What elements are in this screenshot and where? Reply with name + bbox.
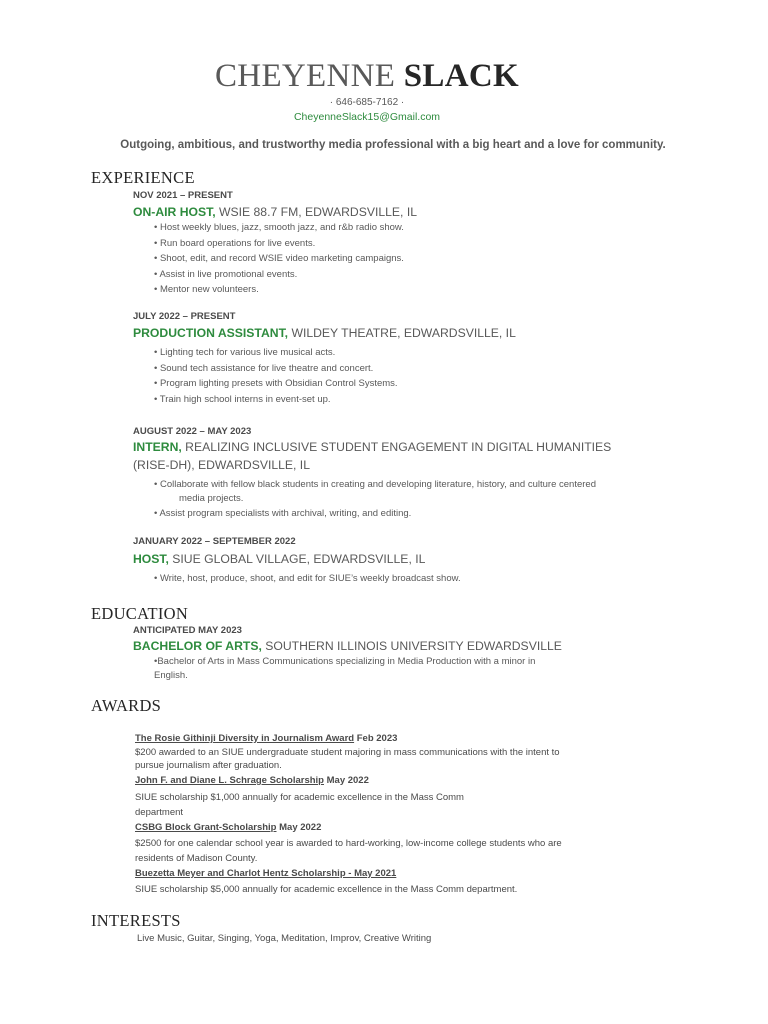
job-3-dates: AUGUST 2022 – MAY 2023 (133, 426, 252, 437)
experience-heading: EXPERIENCE (91, 168, 195, 187)
award-3-date: May 2022 (276, 822, 322, 833)
award-2-date: May 2022 (323, 775, 369, 786)
award-1-name: The Rosie Githinji Diversity in Journalism Award (135, 733, 355, 744)
job-3-org-continued: (RISE-DH), EDWARDSVILLE, IL (133, 458, 310, 472)
award-3-desc: residents of Madison County. (135, 853, 258, 864)
job-2-bullet: • Sound tech assistance for live theatre and concert. (154, 363, 374, 374)
job-3-title (133, 440, 611, 454)
education-school: SOUTHERN ILLINOIS UNIVERSITY EDWARDSVILLE (261, 639, 562, 653)
award-2-desc: SIUE scholarship $1,000 annually for academic excellence in the Mass Comm (135, 792, 464, 803)
job-3-role: INTERN, (133, 440, 182, 454)
job-1-bullet: • Mentor new volunteers. (154, 284, 259, 295)
first-name: CHEYENNE (215, 58, 396, 94)
job-1-bullet: • Shoot, edit, and record WSIE video marketing campaigns. (154, 253, 404, 264)
summary-statement: Outgoing, ambitious, and trustworthy media professional with a big heart and a love for community. (120, 139, 666, 151)
job-2-title (133, 326, 516, 340)
education-dates: ANTICIPATED MAY 2023 (133, 625, 242, 636)
awards-heading: AWARDS (91, 696, 162, 715)
job-1-title (133, 205, 417, 219)
award-4-title (135, 868, 396, 879)
award-1-title (135, 733, 397, 744)
job-3-org: REALIZING INCLUSIVE STUDENT ENGAGEMENT IN DIGITAL HUMANITIES (181, 440, 612, 454)
job-2-bullet: • Lighting tech for various live musical acts. (154, 347, 336, 358)
award-1-desc: $200 awarded to an SIUE undergraduate student majoring in mass communications with the intent to (135, 747, 560, 758)
email-address[interactable]: CheyenneSlack15@Gmail.com (293, 111, 441, 123)
education-detail: •Bachelor of Arts in Mass Communications specializing in Media Production with a minor in (154, 656, 536, 667)
interests-heading: INTERESTS (91, 911, 181, 930)
award-3-name: CSBG Block Grant-Scholarship (135, 822, 277, 833)
award-2-name: John F. and Diane L. Schrage Scholarship (135, 775, 324, 786)
interests-list: Live Music, Guitar, Singing, Yoga, Meditation, Improv, Creative Writing (137, 933, 432, 944)
last-name: SLACK (403, 58, 519, 94)
job-1-role: ON-AIR HOST, (133, 205, 216, 219)
job-1-bullet: • Run board operations for live events. (154, 238, 316, 249)
job-3-bullet-continued: media projects. (179, 493, 244, 504)
job-1-org: WSIE 88.7 FM, EDWARDSVILLE, IL (215, 205, 417, 219)
job-4-dates: JANUARY 2022 – SEPTEMBER 2022 (133, 536, 296, 547)
job-4-bullet: • Write, host, produce, shoot, and edit for SIUE’s weekly broadcast show. (154, 573, 461, 584)
award-4-name: Buezetta Meyer and Charlot Hentz Scholarship - May 2021 (135, 868, 397, 879)
award-3-title (135, 822, 321, 833)
award-2-desc: department (135, 807, 184, 818)
job-1-dates: NOV 2021 – PRESENT (133, 190, 233, 201)
education-degree: BACHELOR OF ARTS, (133, 639, 262, 653)
job-2-dates: JULY 2022 – PRESENT (133, 311, 236, 322)
job-1-bullet: • Host weekly blues, jazz, smooth jazz, and r&b radio show. (154, 222, 404, 233)
job-4-title (133, 552, 425, 566)
resume-name (0, 58, 734, 95)
job-3-bullet: • Collaborate with fellow black students in creating and developing literature, history, and culture centered (154, 479, 596, 490)
job-3-bullet: • Assist program specialists with archival, writing, and editing. (154, 508, 412, 519)
job-2-org: WILDEY THEATRE, EDWARDSVILLE, IL (288, 326, 516, 340)
job-2-role: PRODUCTION ASSISTANT, (133, 326, 289, 340)
job-4-org: SIUE GLOBAL VILLAGE, EDWARDSVILLE, IL (168, 552, 426, 566)
award-3-desc: $2500 for one calendar school year is awarded to hard-working, low-income college students who are (135, 838, 562, 849)
award-1-date: Feb 2023 (354, 733, 398, 744)
award-4-desc: SIUE scholarship $5,000 annually for academic excellence in the Mass Comm department. (135, 884, 518, 895)
education-title (133, 639, 562, 653)
job-2-bullet: • Program lighting presets with Obsidian Control Systems. (154, 378, 398, 389)
award-1-desc: pursue journalism after graduation. (135, 760, 282, 771)
education-detail-continued: English. (154, 670, 188, 681)
job-4-role: HOST, (133, 552, 169, 566)
job-2-bullet: • Train high school interns in event-set up. (154, 394, 331, 405)
award-2-title (135, 775, 369, 786)
phone-number: · 646-685-7162 · (329, 97, 405, 108)
job-1-bullet: • Assist in live promotional events. (154, 269, 298, 280)
education-heading: EDUCATION (91, 604, 189, 623)
